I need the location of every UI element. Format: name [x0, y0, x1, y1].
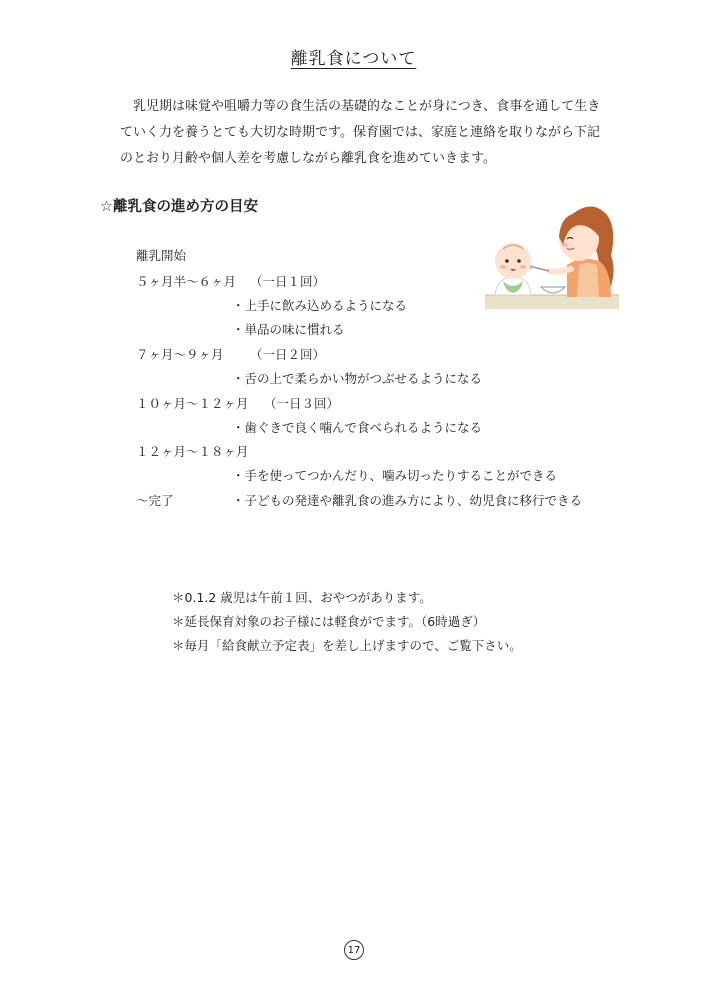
- stage2-frequency: （一日２回）: [250, 347, 326, 362]
- completion-item: ・子どもの発達や離乳食の進み方により、幼児食に移行できる: [232, 493, 583, 508]
- stage1-frequency: （一日１回）: [250, 274, 326, 289]
- note-item: ＊延長保育対象のお子様には軽食がでます。（6時過ぎ）: [172, 614, 486, 629]
- stage1-period: ５ヶ月半～６ヶ月: [136, 274, 237, 289]
- stage3-frequency: （一日３回）: [264, 396, 340, 411]
- intro-paragraph: [120, 94, 600, 172]
- completion-label: ～完了: [136, 493, 174, 508]
- stage4-item: ・手を使ってつかんだり、噛み切ったりすることができる: [232, 468, 558, 483]
- intro-line: 乳児期は味覚や咀嚼力等の食生活の基礎的なことが身につき、食事を通して生き: [133, 99, 601, 114]
- stage2-period: ７ヶ月～９ヶ月: [136, 347, 224, 362]
- stage2-item: ・舌の上で柔らかい物がつぶせるようになる: [232, 371, 483, 386]
- note-item: ＊毎月「給食献立予定表」を差し上げますので、ご覧下さい。: [172, 638, 522, 653]
- intro-line: のとおり月齢や個人差を考慮しながら離乳食を進めていきます。: [120, 151, 496, 166]
- stage1-item: ・単品の味に慣れる: [232, 322, 345, 337]
- stage3-item: ・歯ぐきで良く噛んで食べられるようになる: [232, 420, 483, 435]
- weaning-start-label: 離乳開始: [136, 248, 187, 263]
- section-heading: ☆離乳食の進め方の目安: [100, 199, 258, 215]
- stage1-item: ・上手に飲み込めるようになる: [232, 298, 408, 313]
- note-item: ＊0.1.2 歳児は午前１回、おやつがあります。: [172, 590, 432, 605]
- intro-line: ていく力を養うとても大切な時期です。保育園では、家庭と連絡を取りながら下記: [120, 125, 600, 140]
- page-title: [0, 44, 707, 69]
- stage3-period: １０ヶ月～１２ヶ月: [136, 396, 249, 411]
- page-title-text: 離乳食について: [290, 49, 417, 69]
- mother-feeding-baby-icon: [483, 195, 621, 313]
- stage4-period: １２ヶ月～１８ヶ月: [136, 444, 249, 459]
- page-number: 17: [344, 940, 364, 960]
